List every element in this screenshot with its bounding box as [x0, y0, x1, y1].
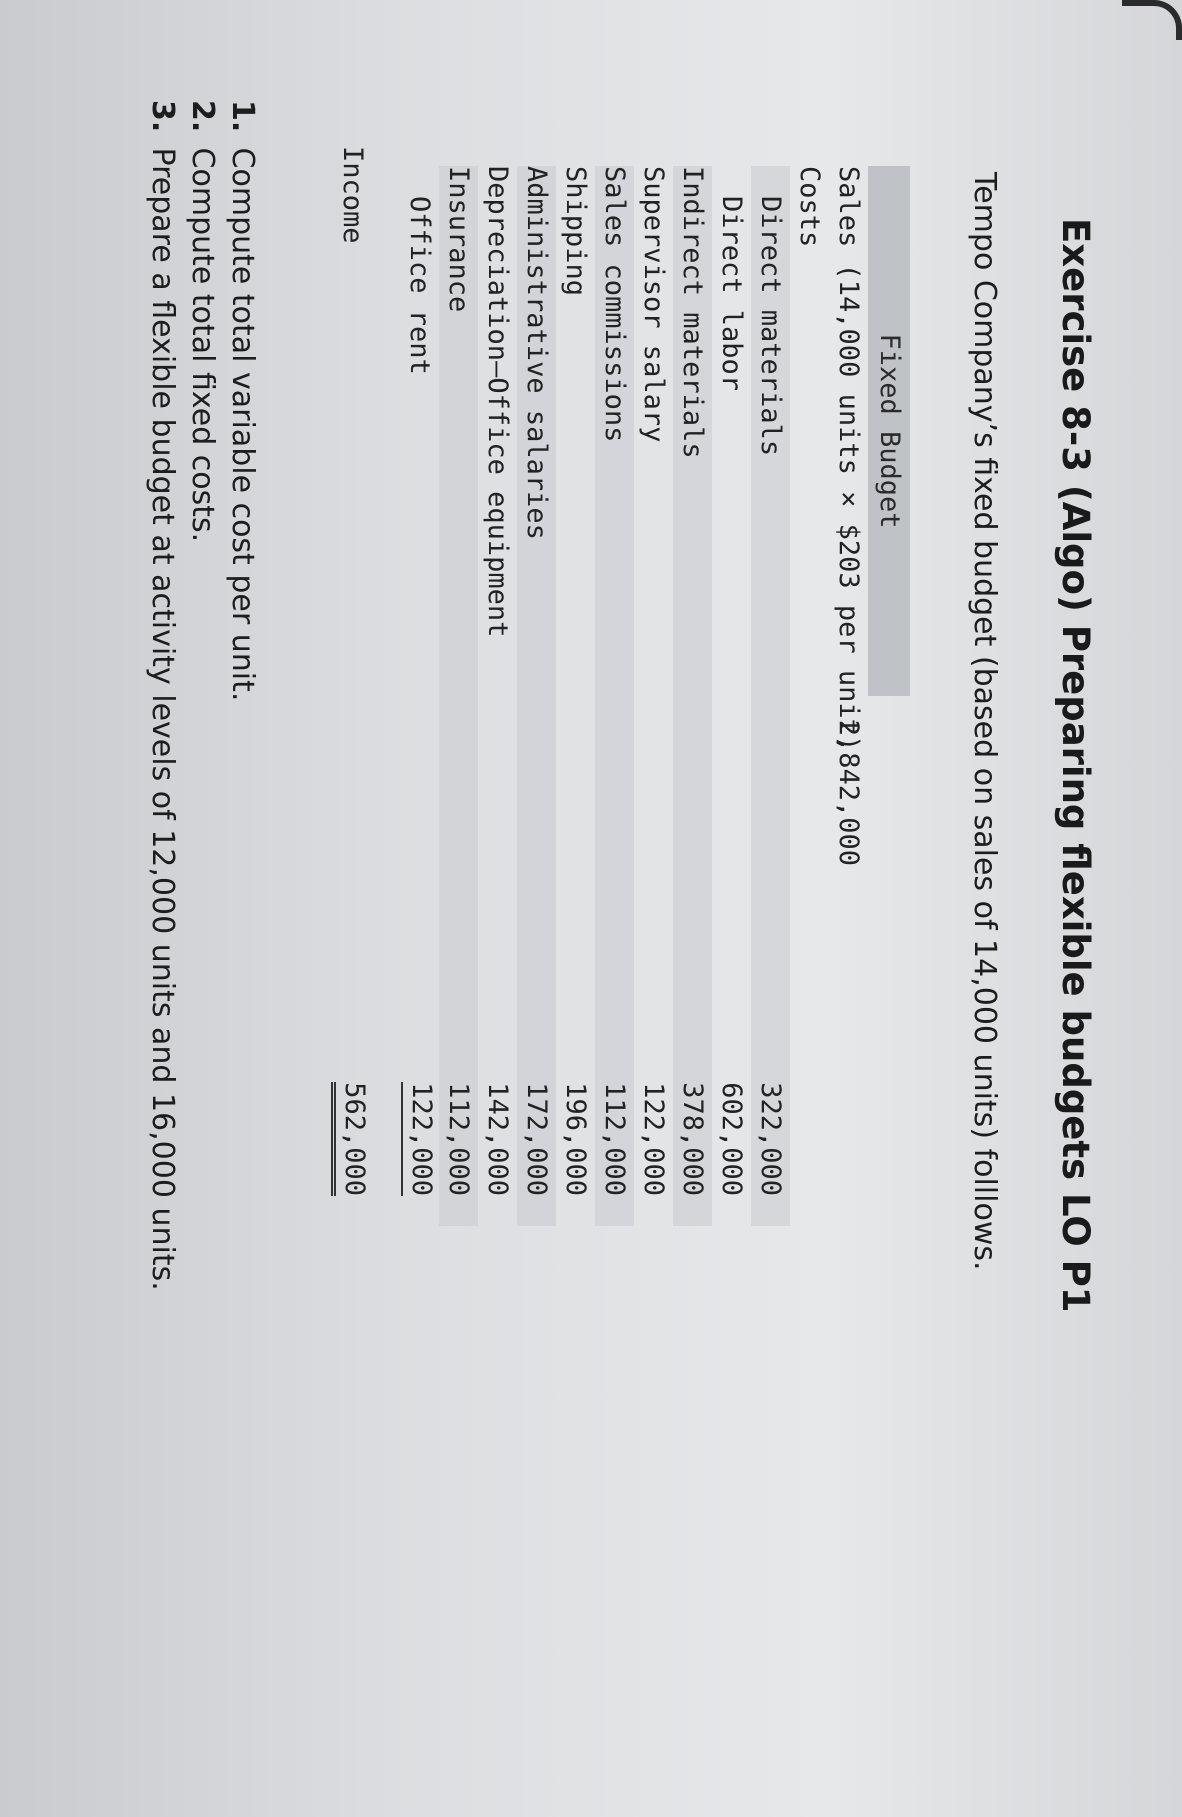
- cost-value: 112,000: [443, 1082, 474, 1196]
- cost-row: [673, 166, 712, 1226]
- sales-value: 2,842,000: [833, 719, 864, 866]
- question-number: 2.: [185, 100, 220, 133]
- cost-label: Insurance: [443, 166, 474, 313]
- cost-label: Supervisor salary: [638, 166, 669, 443]
- income-row: [333, 146, 372, 1226]
- question-number: 1.: [225, 100, 260, 133]
- cost-value: 122,000: [638, 1082, 669, 1196]
- costs-label: Costs: [794, 166, 825, 248]
- question-text: Prepare a flexible budget at activity levels of 12,000 units and 16,000 units.: [145, 147, 180, 1291]
- question-item: [182, 100, 222, 1291]
- cost-label: Direct materials: [755, 196, 786, 457]
- cost-value: 122,000: [401, 1082, 439, 1196]
- cost-label: Administrative salaries: [521, 166, 552, 540]
- fixed-budget-table: [333, 146, 910, 1226]
- cost-label: Depreciation—Office equipment: [482, 166, 513, 638]
- cost-row: [517, 166, 556, 1226]
- sales-label: Sales (14,000 units × $203 per unit): [833, 166, 864, 752]
- cost-value: 196,000: [560, 1082, 591, 1196]
- cost-value: 112,000: [599, 1082, 630, 1196]
- cost-value: 142,000: [482, 1082, 513, 1196]
- cost-row: [556, 166, 595, 1226]
- cost-row: [400, 166, 439, 1226]
- question-text: Compute total fixed costs.: [185, 147, 220, 543]
- cost-row: [751, 166, 790, 1226]
- cost-label: Sales commissions: [599, 166, 630, 443]
- question-number: 3.: [145, 100, 180, 133]
- cost-row: [712, 166, 751, 1226]
- cost-value: 172,000: [521, 1082, 552, 1196]
- costs-heading-row: [790, 166, 829, 1226]
- budget-header: Fixed Budget: [868, 166, 910, 696]
- cost-value: 602,000: [716, 1082, 747, 1196]
- cost-label: Indirect materials: [677, 166, 708, 459]
- cost-value: 378,000: [677, 1082, 708, 1196]
- question-text: Compute total variable cost per unit.: [225, 147, 260, 702]
- income-value: 562,000: [331, 1082, 372, 1196]
- question-item: [142, 100, 182, 1291]
- exercise-title: Exercise 8-3 (Algo) Preparing flexible budgets LO P1: [1054, 218, 1097, 1313]
- cost-row: [478, 166, 517, 1226]
- question-list: [142, 100, 262, 1291]
- cost-label: Shipping: [560, 166, 591, 297]
- cost-row: [595, 166, 634, 1226]
- question-item: [222, 100, 262, 1291]
- cost-value: 322,000: [755, 1082, 786, 1196]
- cost-label: Office rent: [404, 196, 435, 375]
- cost-row: [634, 166, 673, 1226]
- income-label: Income: [337, 146, 368, 244]
- cost-label: Direct labor: [716, 196, 747, 392]
- exercise-intro: Tempo Company’s fixed budget (based on sales of 14,000 units) folllows.: [967, 172, 1002, 1271]
- cost-row: [439, 166, 478, 1226]
- sales-row: [829, 166, 868, 1226]
